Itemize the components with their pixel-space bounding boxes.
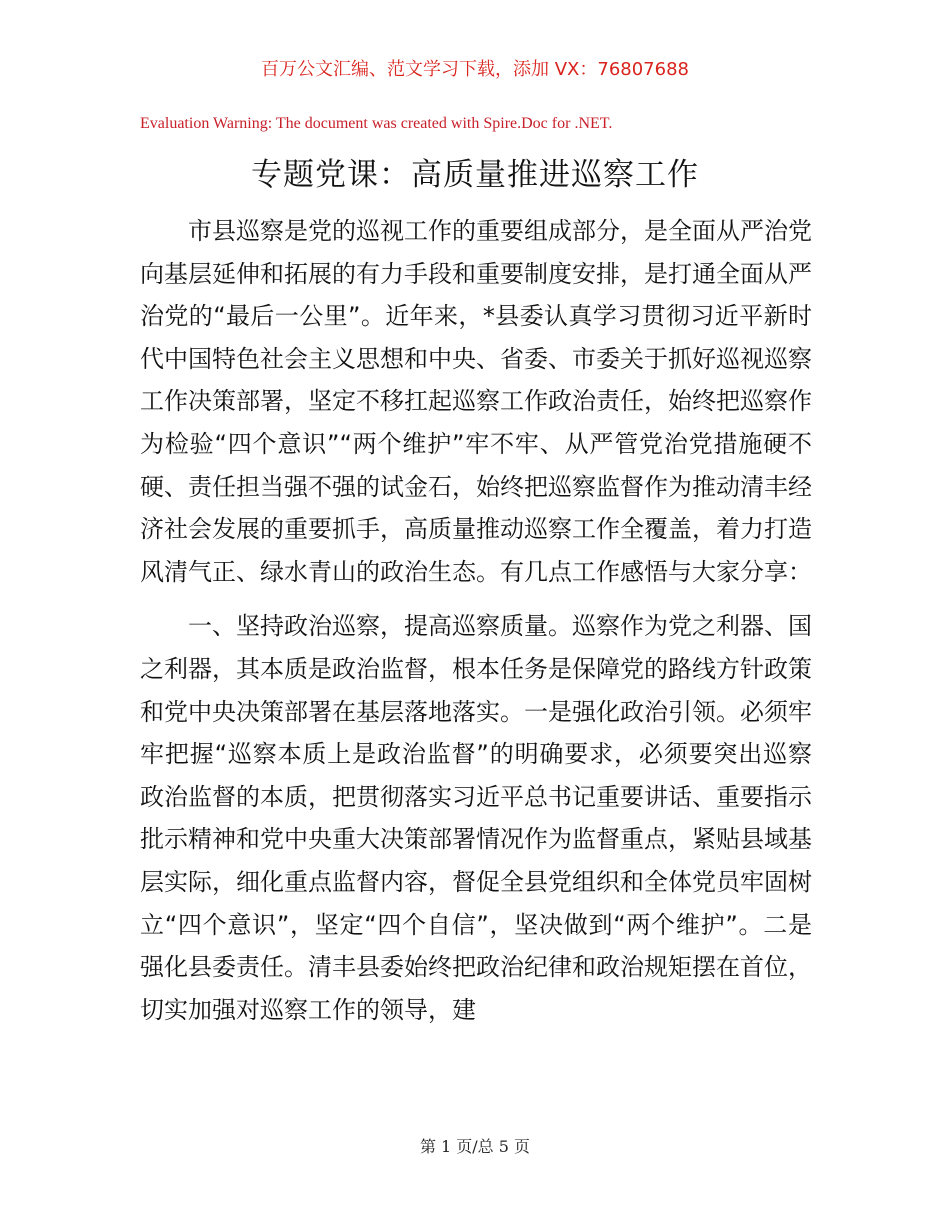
document-body (140, 210, 812, 1031)
paragraph-section-one: 一、坚持政治巡察，提高巡察质量。巡察作为党之利器、国之利器，其本质是政治监督，根本任务是保障党的路线方针政策和党中央决策部署在基层落地落实。一是强化政治引领。必须牢牢把握“巡察本质上是政治监督”的明确要求，必须要突出巡察政治监督的本质，把贯彻落实习近平总书记重要讲话、重要指示批示精神和党中央重大决策部署情况作为监督重点，紧贴县域基层实际，细化重点监督内容，督促全县党组织和全体党员牢固树立“四个意识”，坚定“四个自信”，坚决做到“两个维护”。二是强化县委责任。清丰县委始终把政治纪律和政治规矩摆在首位，切实加强对巡察工作的领导，建 (140, 612, 812, 1024)
evaluation-warning: Evaluation Warning: The document was created with Spire.Doc for .NET. (140, 115, 613, 132)
page-number: 第 1 页/总 5 页 (419, 1137, 531, 1156)
document-title: 专题党课：高质量推进巡察工作 (251, 157, 699, 193)
header-banner: 百万公文汇编、范文学习下载，添加 VX：76807688 (261, 59, 689, 80)
paragraph-intro: 市县巡察是党的巡视工作的重要组成部分，是全面从严治党向基层延伸和拓展的有力手段和重要制度安排，是打通全面从严治党的“最后一公里”。近年来，*县委认真学习贯彻习近平新时代中国特色社会主义思想和中央、省委、市委关于抓好巡视巡察工作决策部署，坚定不移扛起巡察工作政治责任，始终把巡察作为检验“四个意识”“两个维护”牢不牢、从严管党治党措施硬不硬、责任担当强不强的试金石，始终把巡察监督作为推动清丰经济社会发展的重要抓手，高质量推动巡察工作全覆盖，着力打造风清气正、绿水青山的政治生态。有几点工作感悟与大家分享： (140, 217, 812, 586)
